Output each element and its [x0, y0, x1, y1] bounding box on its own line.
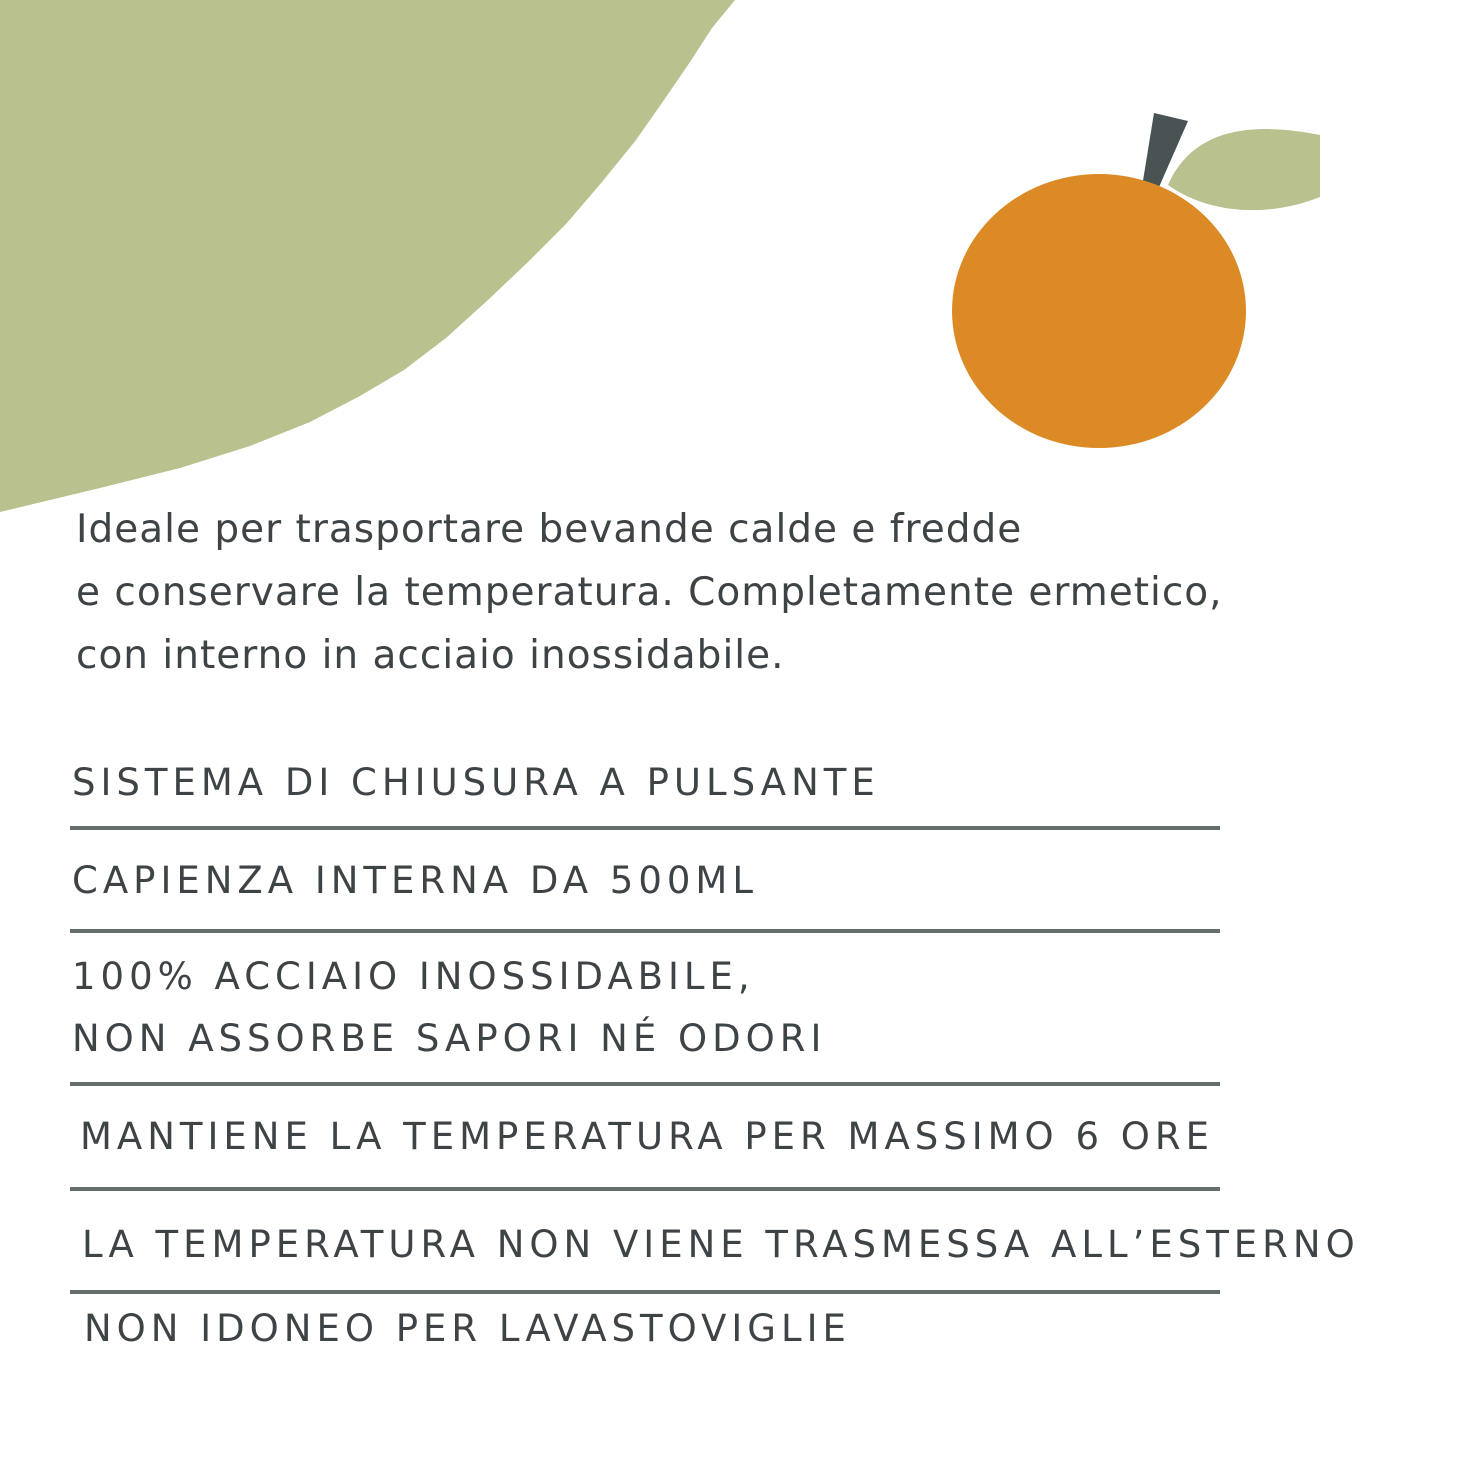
orange-fruit-icon	[940, 105, 1330, 465]
divider-line	[70, 928, 1220, 934]
divider-line	[70, 1289, 1220, 1295]
feature-text: MANTIENE LA TEMPERATURA PER MASSIMO 6 ORE	[80, 1115, 1214, 1158]
feature-text: CAPIENZA INTERNA DA 500ML	[72, 859, 758, 902]
feature-text: NON ASSORBE SAPORI NÉ ODORI	[72, 1017, 827, 1060]
product-description	[76, 498, 1376, 687]
divider-line	[70, 825, 1220, 831]
feature-not-dishwasher-safe	[84, 1298, 851, 1360]
divider-line	[70, 1186, 1220, 1192]
feature-temperature-duration	[80, 1106, 1214, 1168]
leaf-icon	[1168, 129, 1320, 210]
description-line: Ideale per trasportare bevande calde e fredde	[76, 507, 1023, 552]
description-line: e conservare la temperatura. Completamente ermetico,	[76, 570, 1223, 615]
feature-capacity	[72, 850, 758, 912]
description-line: con interno in acciaio inossidabile.	[76, 633, 785, 678]
green-brush-shape	[0, 0, 735, 512]
feature-text: NON IDONEO PER LAVASTOVIGLIE	[84, 1307, 851, 1350]
feature-text: LA TEMPERATURA NON VIENE TRASMESSA ALL’ESTERNO	[82, 1223, 1360, 1266]
feature-text: 100% ACCIAIO INOSSIDABILE,	[72, 955, 755, 998]
feature-text: SISTEMA DI CHIUSURA A PULSANTE	[72, 761, 880, 804]
green-brush-stroke	[0, 0, 760, 520]
feature-no-heat-transfer	[82, 1214, 1360, 1276]
feature-stainless-steel	[72, 946, 826, 1070]
feature-closure-system	[72, 752, 880, 814]
divider-line	[70, 1081, 1220, 1087]
orange-body-icon	[952, 174, 1246, 448]
